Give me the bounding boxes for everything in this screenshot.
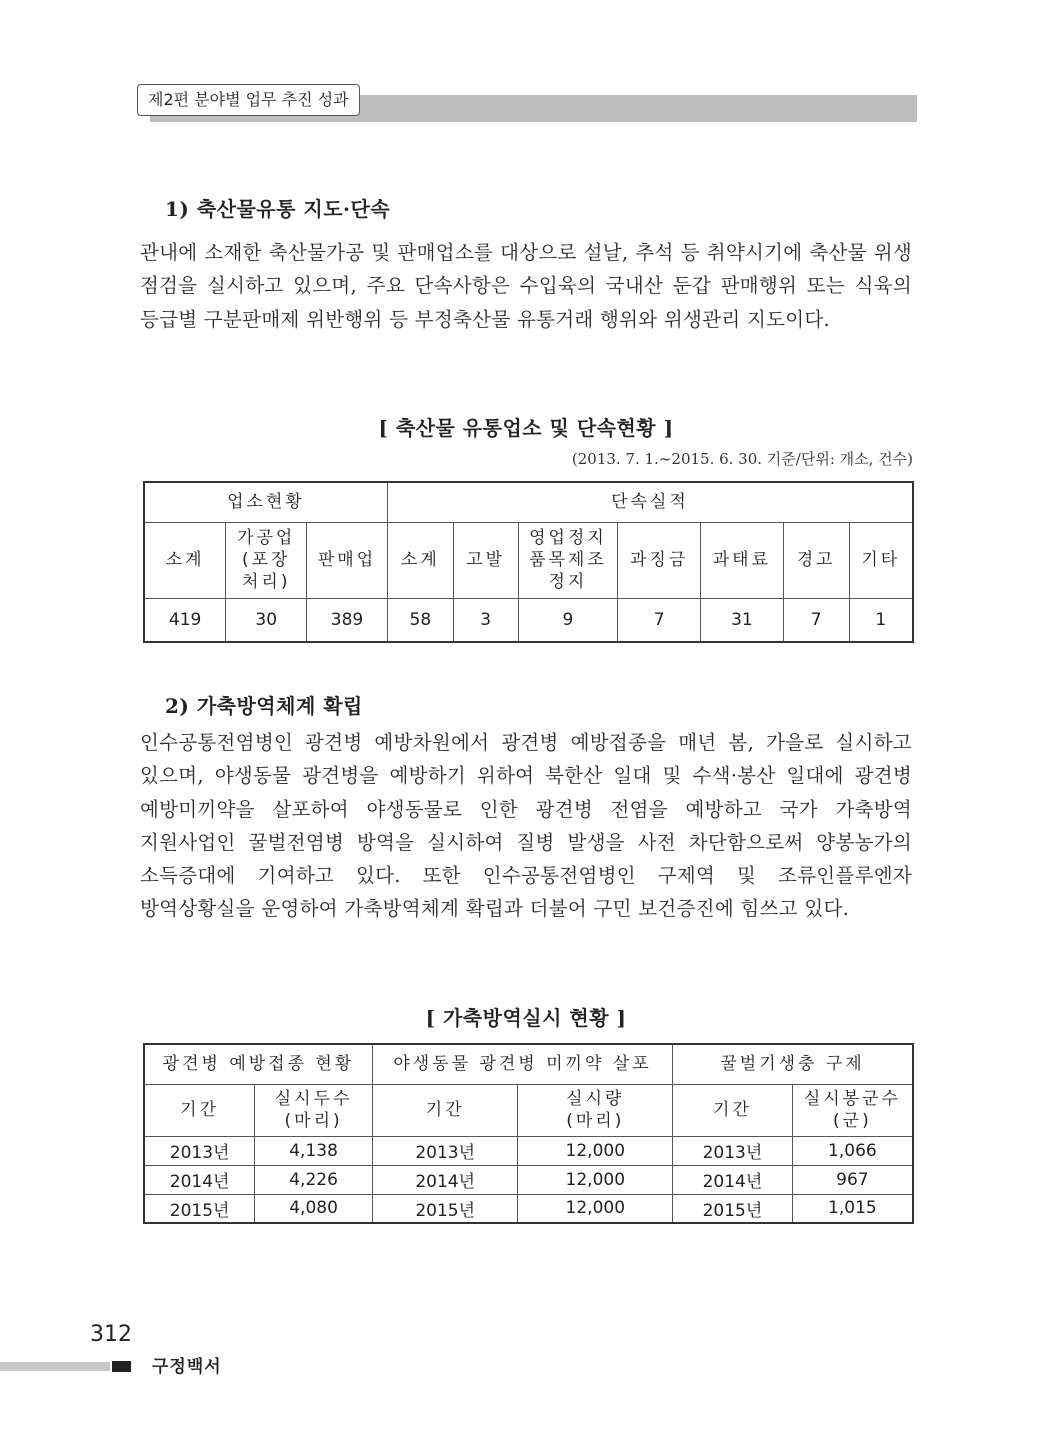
column-header: 소계 bbox=[144, 522, 226, 598]
group-header-bait-distribution: 야생동물 광견병 미끼약 살포 bbox=[372, 1044, 672, 1084]
column-header: 영업정지 품목제조 정지 bbox=[518, 522, 618, 598]
table-cell: 1,066 bbox=[792, 1136, 913, 1165]
group-header-bee-parasite-control: 꿀벌기생충 구제 bbox=[673, 1044, 913, 1084]
table-cell: 7 bbox=[783, 598, 849, 642]
column-header: 경고 bbox=[783, 522, 849, 598]
table-cell: 9 bbox=[518, 598, 618, 642]
table-cell: 2015년 bbox=[144, 1194, 255, 1223]
footer-marker bbox=[112, 1361, 131, 1372]
table-cell: 2015년 bbox=[673, 1194, 793, 1223]
column-header: 실시봉군수 (군) bbox=[792, 1084, 913, 1136]
book-title: 구정백서 bbox=[152, 1357, 222, 1377]
section2-paragraph: 인수공통전염병인 광견병 예방차원에서 광견병 예방접종을 매년 봄, 가을로 실시하고 있으며, 야생동물 광견병을 예방하기 위하여 북한산 일대 및 수색·봉산 일대에 광견병 예방미끼약을 살포하여 야생동물로 인한 광견병 전염을 예방하고 국가 가축방역 지원사업인 꿀벌전염병 방역을 실시하여 질병 발생을 사전 차단함으로써 양봉농가의 소득증대에 기여하고 있다. 또한 인수공통전염병인 구제역 및 조류인플루엔자 방역상황실을 운영하여 가축방역체계 확립과 더불어 구민 보건증진에 힘쓰고 있다. bbox=[140, 731, 912, 921]
column-header: 소계 bbox=[387, 522, 453, 598]
table-cell: 4,226 bbox=[255, 1165, 373, 1194]
table-cell: 2013년 bbox=[673, 1136, 793, 1165]
table1-title: [ 축산물 유통업소 및 단속현황 ] bbox=[378, 416, 674, 440]
section1-heading: 1) 축산물유통 지도·단속 bbox=[165, 197, 391, 221]
crackdown-table bbox=[143, 481, 914, 643]
disease-control-table bbox=[143, 1043, 914, 1224]
table-cell: 389 bbox=[307, 598, 388, 642]
table-cell: 58 bbox=[387, 598, 453, 642]
table-cell: 2015년 bbox=[372, 1194, 518, 1223]
column-header: 기타 bbox=[849, 522, 913, 598]
group-header-businesses: 업소현황 bbox=[144, 482, 387, 522]
table-cell: 4,138 bbox=[255, 1136, 373, 1165]
table-cell: 12,000 bbox=[518, 1194, 673, 1223]
column-header: 가공업 (포장 처리) bbox=[226, 522, 307, 598]
table-cell: 3 bbox=[453, 598, 518, 642]
table-cell: 4,080 bbox=[255, 1194, 373, 1223]
column-header: 실시두수 (마리) bbox=[255, 1084, 373, 1136]
column-header: 실시량 (마리) bbox=[518, 1084, 673, 1136]
table-cell: 2014년 bbox=[144, 1165, 255, 1194]
table-cell: 7 bbox=[618, 598, 701, 642]
table1-note: (2013. 7. 1.~2015. 6. 30. 기준/단위: 개소, 건수) bbox=[571, 450, 913, 468]
table-cell: 12,000 bbox=[518, 1165, 673, 1194]
column-header: 기간 bbox=[673, 1084, 793, 1136]
group-header-rabies-vaccination: 광견병 예방접종 현황 bbox=[144, 1044, 372, 1084]
column-header: 기간 bbox=[372, 1084, 518, 1136]
column-header: 판매업 bbox=[307, 522, 388, 598]
table-cell: 31 bbox=[701, 598, 784, 642]
section1-paragraph: 관내에 소재한 축산물가공 및 판매업소를 대상으로 설날, 추석 등 취약시기에 축산물 위생 점검을 실시하고 있으며, 주요 단속사항은 수입육의 국내산 둔갑 판매행위 또는 식육의 등급별 구분판매제 위반행위 등 부정축산물 유통거래 행위와 위생관리 지도이다. bbox=[140, 241, 912, 331]
table-cell: 2014년 bbox=[372, 1165, 518, 1194]
table-cell: 12,000 bbox=[518, 1136, 673, 1165]
footer-bar bbox=[0, 1362, 110, 1371]
column-header: 고발 bbox=[453, 522, 518, 598]
table-cell: 30 bbox=[226, 598, 307, 642]
table-cell: 2013년 bbox=[144, 1136, 255, 1165]
table-cell: 1 bbox=[849, 598, 913, 642]
table-cell: 967 bbox=[792, 1165, 913, 1194]
chapter-title: 제2편 분야별 업무 추진 성과 bbox=[137, 84, 360, 116]
table-cell: 419 bbox=[144, 598, 226, 642]
page-number: 312 bbox=[90, 1322, 132, 1347]
section2-heading: 2) 가축방역체계 확립 bbox=[165, 694, 363, 718]
table-cell: 1,015 bbox=[792, 1194, 913, 1223]
column-header: 기간 bbox=[144, 1084, 255, 1136]
group-header-crackdowns: 단속실적 bbox=[387, 482, 913, 522]
table2-title: [ 가축방역실시 현황 ] bbox=[425, 1006, 627, 1030]
table-cell: 2013년 bbox=[372, 1136, 518, 1165]
table-cell: 2014년 bbox=[673, 1165, 793, 1194]
column-header: 과태료 bbox=[701, 522, 784, 598]
column-header: 과징금 bbox=[618, 522, 701, 598]
